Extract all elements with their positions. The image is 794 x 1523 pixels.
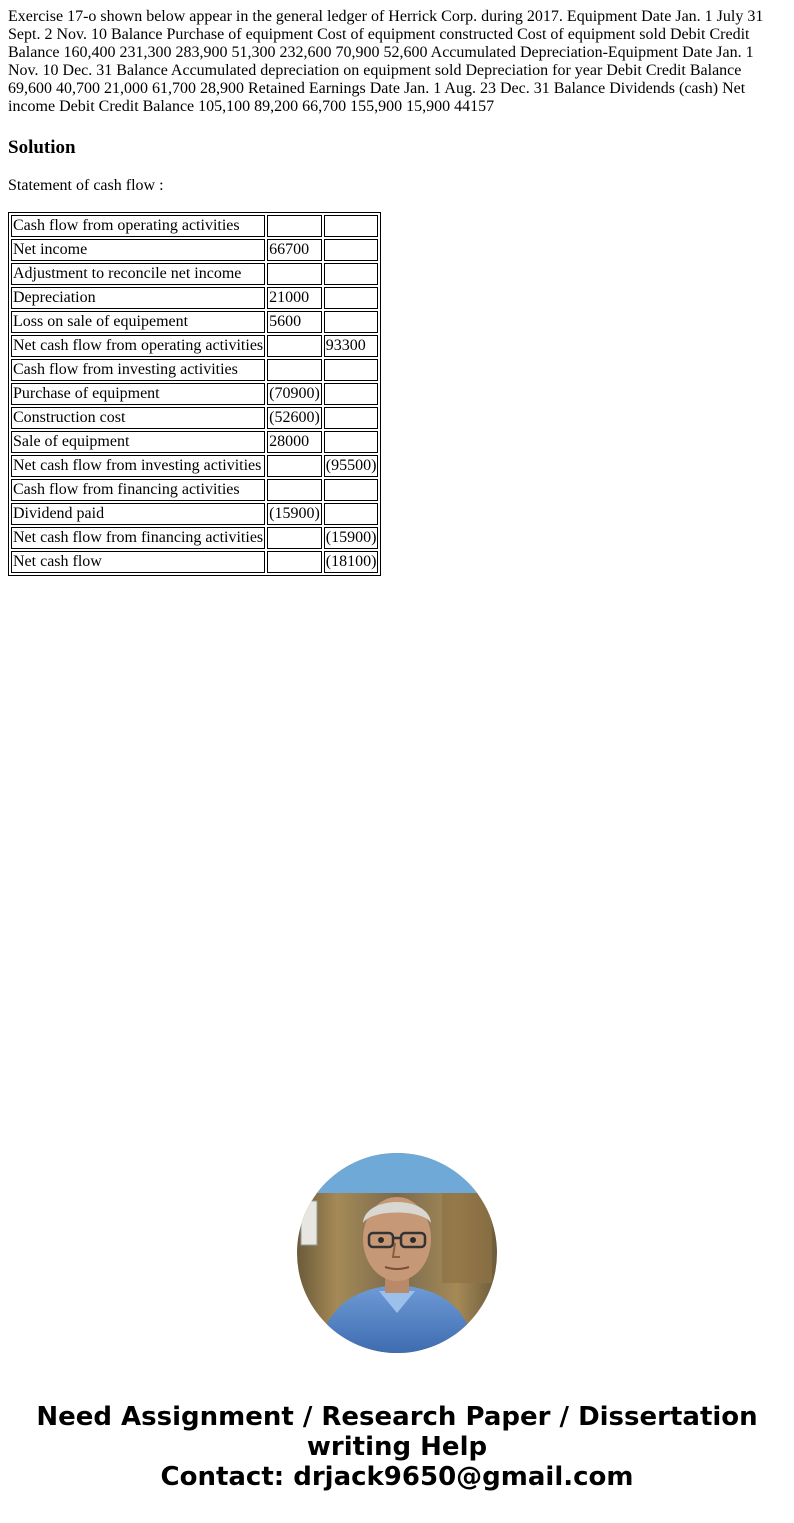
row-label: Net cash flow from financing activities — [11, 527, 265, 549]
row-label: Cash flow from investing activities — [11, 359, 265, 381]
row-total — [324, 239, 379, 261]
row-total — [324, 503, 379, 525]
row-total: (15900) — [324, 527, 379, 549]
solution-intro: Statement of cash flow : — [8, 177, 164, 194]
row-total — [324, 479, 379, 501]
row-label: Adjustment to reconcile net income — [11, 263, 265, 285]
row-label: Construction cost — [11, 407, 265, 429]
table-row — [11, 527, 378, 549]
table-row — [11, 215, 378, 237]
table-row — [11, 335, 378, 357]
footer-banner — [0, 1402, 794, 1492]
row-total — [324, 215, 379, 237]
table-row — [11, 359, 378, 381]
row-amount: (70900) — [267, 383, 322, 405]
row-label: Loss on sale of equipement — [11, 311, 265, 333]
solution-heading: Solution — [8, 137, 76, 158]
row-amount — [267, 335, 322, 357]
footer-line-2: writing Help — [306, 1432, 488, 1462]
row-amount: 21000 — [267, 287, 322, 309]
row-label: Sale of equipment — [11, 431, 265, 453]
row-amount — [267, 359, 322, 381]
row-amount — [267, 551, 322, 573]
row-label: Dividend paid — [11, 503, 265, 525]
table-row — [11, 311, 378, 333]
row-label: Cash flow from operating activities — [11, 215, 265, 237]
row-amount — [267, 527, 322, 549]
table-row — [11, 407, 378, 429]
row-amount: 66700 — [267, 239, 322, 261]
table-row — [11, 431, 378, 453]
row-amount — [267, 479, 322, 501]
row-amount: 5600 — [267, 311, 322, 333]
row-label: Net cash flow — [11, 551, 265, 573]
row-amount: 28000 — [267, 431, 322, 453]
table-row — [11, 479, 378, 501]
row-label: Net income — [11, 239, 265, 261]
row-total — [324, 263, 379, 285]
row-label: Net cash flow from operating activities — [11, 335, 265, 357]
footer-contact: Contact: drjack9650@gmail.com — [160, 1462, 634, 1492]
table-row — [11, 239, 378, 261]
row-amount — [267, 455, 322, 477]
row-label: Net cash flow from investing activities — [11, 455, 265, 477]
cash-flow-table — [8, 212, 381, 576]
row-label: Cash flow from financing activities — [11, 479, 265, 501]
question-text: Exercise 17-o shown below appear in the general ledger of Herrick Corp. during 2017. Equipment Date Jan. 1 July 31 Sept. 2 Nov. 10 Balance Purchase of equipment Cost of equipment constructed Cost of equipment sold Debit Credit Balance 160,400 231,300 283,900 51,300 232,600 70,900 52,600 Accumulated Depreciation-Equipment Date Jan. 1 Nov. 10 Dec. 31 Balance Accumulated depreciation on equipment sold Depreciation for year Debit Credit Balance 69,600 40,700 21,000 61,700 28,900 Retained Earnings Date Jan. 1 Aug. 23 Dec. 31 Balance Dividends (cash) Net income Debit Credit Balance 105,100 89,200 66,700 155,900 15,900 44157 — [8, 8, 764, 115]
table-row — [11, 383, 378, 405]
row-total: (18100) — [324, 551, 379, 573]
row-label: Purchase of equipment — [11, 383, 265, 405]
row-total — [324, 311, 379, 333]
row-total: 93300 — [324, 335, 379, 357]
row-total — [324, 359, 379, 381]
table-row — [11, 263, 378, 285]
row-label: Depreciation — [11, 287, 265, 309]
row-total: (95500) — [324, 455, 379, 477]
page-content — [8, 8, 778, 576]
author-photo-icon — [297, 1153, 497, 1353]
author-avatar — [297, 1153, 497, 1353]
row-amount: (15900) — [267, 503, 322, 525]
row-total — [324, 431, 379, 453]
row-amount — [267, 215, 322, 237]
row-total — [324, 287, 379, 309]
table-row — [11, 503, 378, 525]
row-amount: (52600) — [267, 407, 322, 429]
table-row — [11, 287, 378, 309]
row-total — [324, 407, 379, 429]
table-row — [11, 455, 378, 477]
row-total — [324, 383, 379, 405]
row-amount — [267, 263, 322, 285]
table-row — [11, 551, 378, 573]
footer-line-1: Need Assignment / Research Paper / Dissertation — [36, 1402, 758, 1432]
